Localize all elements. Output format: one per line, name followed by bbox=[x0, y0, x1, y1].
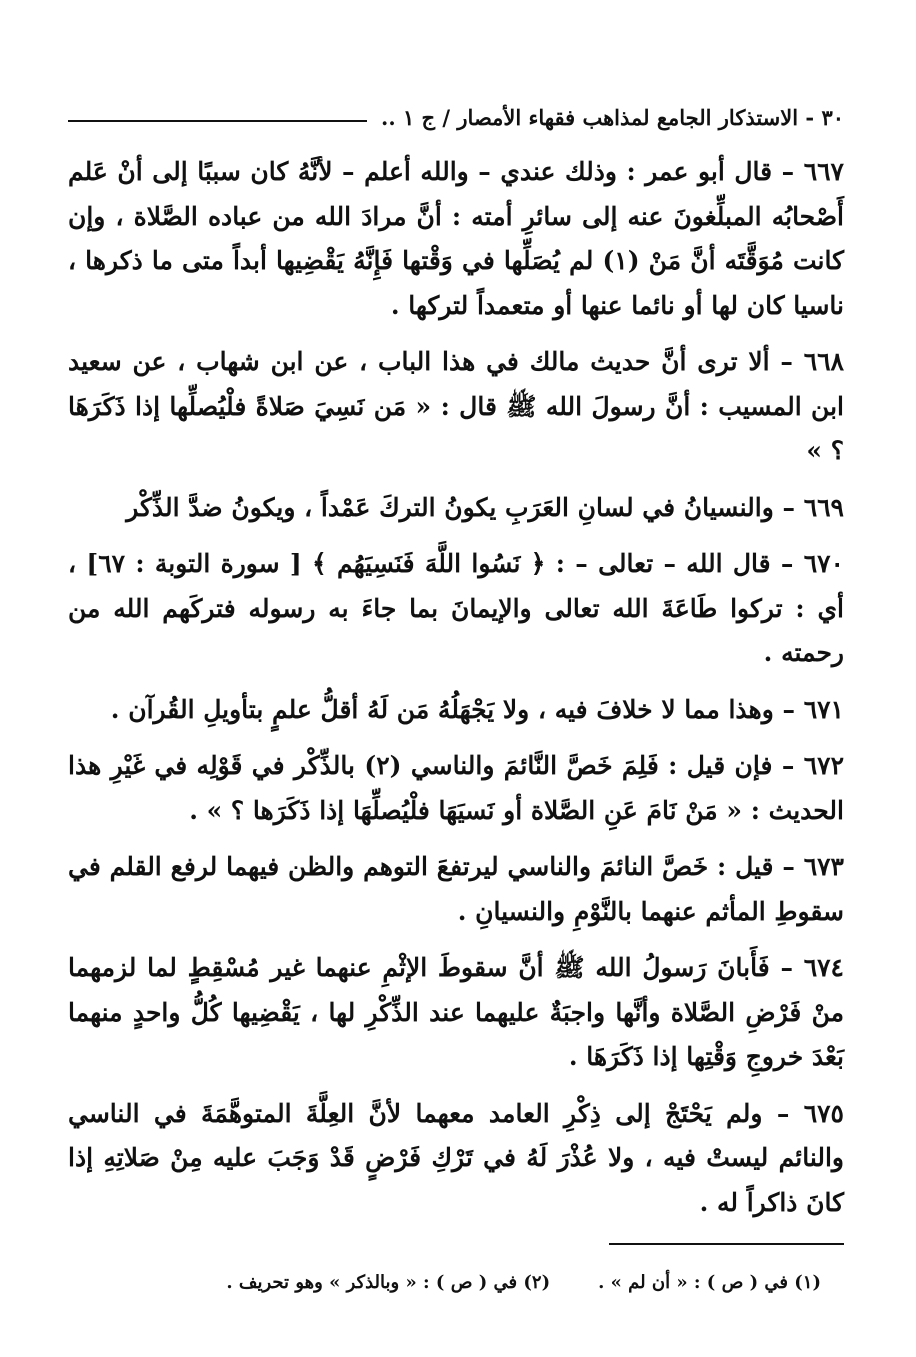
paragraph-text: ولم يَحْتَجْ إلى ذِكْرِ العامد معهما لأنَّ العِلَّةَ المتوهَّمَةَ في الناسي والنائم ليستْ فيه ، ولا عُذْرَ لَهُ في تَرْكِ فَرْضٍ قَدْ وَجَبَ عليه مِنْ صَلاتِهِ إذا كانَ ذاكراً له . bbox=[68, 1098, 844, 1217]
paragraph-668: ٦٦٨ – ألا ترى أنَّ حديث مالك في هذا الباب ، عن ابن شهاب ، عن سعيد ابن المسيب : أنَّ رسولَ الله ﷺ قال : « مَن نَسِيَ صَلاةً فلْيُصلِّها إذا ذَكَرَهَا ؟ » bbox=[68, 347, 844, 465]
footnote-2: (٢) في ( ص ) : « وبالذكر » وهو تحريف . bbox=[226, 1272, 551, 1293]
paragraph-number: ٦٦٧ bbox=[803, 157, 844, 186]
paragraph-number: ٦٧٠ bbox=[803, 549, 844, 578]
paragraph-text: فَأَبانَ رَسولُ الله ﷺ أنَّ سقوطَ الإثْمِ عنهما غير مُسْقِطٍ لما لزمهما منْ فَرْضِ الصَّلاة وأنَّها واجبَةٌ عليهما عند الذِّكْرِ لها ، يَقْضِيها كُلُّ واحدٍ منهما بَعْدَ خروجِ وَقْتِها إذا ذَكَرَهَا . bbox=[68, 953, 844, 1071]
paragraph-number: ٦٧٥ bbox=[803, 1098, 844, 1128]
paragraph-667: ٦٦٧ – قال أبو عمر : وذلك عندي – والله أعلم – لأنَّهُ كان سببًا إلى أنْ عَلم أَصْحابُه المبلِّغونَ عنه إلى سائرِ أمته : أنَّ مرادَ الله من عباده الصَّلاة ، وإن كانت مُوَقَّتَه أنَّ مَنْ (١) لم يُصَلِّها في وَقْتها فَإِنَّهُ يَقْضِيها أبداً متى ما ذكرها ، ناسيا كان لها أو نائما عنها أو متعمداً لتركها . bbox=[68, 157, 844, 320]
paragraph-number: ٦٧٢ bbox=[803, 751, 845, 780]
running-header bbox=[68, 100, 844, 134]
paragraph-671: ٦٧١ – وهذا مما لا خلافَ فيه ، ولا يَجْهَلُهُ مَن لَهُ أقلُّ علمٍ بتأويلِ القُرآن . bbox=[110, 694, 844, 724]
paragraph-number: ٦٧١ bbox=[803, 694, 844, 724]
paragraph-672: ٦٧٢ – فإن قيل : فَلِمَ خَصَّ النَّائمَ والناسي (٢) بالذِّكْر في قَوْلِه في غَيْرِ هذا الحديث : « مَنْ نَامَ عَنِ الصَّلاة أو نَسيَهَا فلْيُصلِّهَا إذا ذَكَرَها ؟ » . bbox=[68, 751, 845, 825]
paragraph-number: ٦٧٤ bbox=[803, 953, 844, 982]
header-title: ٣٠ - الاستذكار الجامع لمذاهب فقهاء الأمصار / ج ١ .. bbox=[381, 104, 844, 130]
paragraph-number: ٦٦٨ bbox=[803, 347, 844, 376]
paragraph-669: ٦٦٩ – والنسيانُ في لسانِ العَرَبِ يكونُ التركَ عَمْداً ، ويكونُ ضدَّ الذِّكْر bbox=[126, 492, 844, 522]
paragraph-text: والنسيانُ في لسانِ العَرَبِ يكونُ التركَ عَمْداً ، ويكونُ ضدَّ الذِّكْر bbox=[126, 492, 774, 522]
paragraph-673: ٦٧٣ – قيل : خَصَّ النائمَ والناسي ليرتفعَ التوهم والظن فيهما لرفع القلم في سقوطِ المأثم عنهما بالنَّوْمِ والنسيانِ . bbox=[68, 852, 844, 926]
paragraph-text: قال الله – تعالى – : ﴿ نَسُوا اللَّهَ فَنَسِيَهُم ﴾ [ سورة التوبة : ٦٧] ، أي : تركوا طَاعَةَ الله تعالى والإيمانَ بما جاءَ به رسوله فتركَهم الله من رحمته . bbox=[68, 549, 844, 667]
paragraph-text: ألا ترى أنَّ حديث مالك في هذا الباب ، عن ابن شهاب ، عن سعيد ابن المسيب : أنَّ رسولَ الله ﷺ قال : « مَن نَسِيَ صَلاةً فلْيُصلِّها إذا ذَكَرَهَا ؟ » bbox=[68, 347, 844, 465]
footnote-divider bbox=[609, 1243, 844, 1245]
footnotes bbox=[100, 1272, 821, 1293]
paragraph-text: قال أبو عمر : وذلك عندي – والله أعلم – لأنَّهُ كان سببًا إلى أنْ عَلم أَصْحابُه المبلِّغونَ عنه إلى سائرِ أمته : أنَّ مرادَ الله من عباده الصَّلاة ، وإن كانت مُوَقَّتَه أنَّ مَنْ (١) لم يُصَلِّها في وَقْتها فَإِنَّهُ يَقْضِيها أبداً متى ما ذكرها ، ناسيا كان لها أو نائما عنها أو متعمداً لتركها . bbox=[68, 157, 844, 320]
footnote-1: (١) في ( ص ) : « أن لم » . bbox=[598, 1272, 821, 1293]
page-body bbox=[68, 150, 844, 1237]
paragraph-text: فإن قيل : فَلِمَ خَصَّ النَّائمَ والناسي (٢) بالذِّكْر في قَوْلِه في غَيْرِ هذا الحديث : « مَنْ نَامَ عَنِ الصَّلاة أو نَسيَهَا فلْيُصلِّهَا إذا ذَكَرَها ؟ » . bbox=[68, 751, 844, 825]
paragraph-670: ٦٧٠ – قال الله – تعالى – : ﴿ نَسُوا اللَّهَ فَنَسِيَهُم ﴾ [ سورة التوبة : ٦٧] ، أي : تركوا طَاعَةَ الله تعالى والإيمانَ بما جاءَ به رسوله فتركَهم الله من رحمته . bbox=[68, 549, 844, 667]
paragraph-number: ٦٧٣ bbox=[803, 852, 844, 881]
paragraph-675: ٦٧٥ – ولم يَحْتَجْ إلى ذِكْرِ العامد معهما لأنَّ العِلَّةَ المتوهَّمَةَ في الناسي والنائم ليستْ فيه ، ولا عُذْرَ لَهُ في تَرْكِ فَرْضٍ قَدْ وَجَبَ عليه مِنْ صَلاتِهِ إذا كانَ ذاكراً له . bbox=[68, 1098, 844, 1217]
paragraph-674: ٦٧٤ – فَأَبانَ رَسولُ الله ﷺ أنَّ سقوطَ الإثْمِ عنهما غير مُسْقِطٍ لما لزمهما منْ فَرْضِ الصَّلاة وأنَّها واجبَةٌ عليهما عند الذِّكْرِ لها ، يَقْضِيها كُلُّ واحدٍ منهما بَعْدَ خروجِ وَقْتِها إذا ذَكَرَهَا . bbox=[68, 953, 844, 1071]
paragraph-text: قيل : خَصَّ النائمَ والناسي ليرتفعَ التوهم والظن فيهما لرفع القلم في سقوطِ المأثم عنهما بالنَّوْمِ والنسيانِ . bbox=[68, 852, 844, 926]
header-rule bbox=[68, 120, 367, 122]
paragraph-number: ٦٦٩ bbox=[803, 492, 844, 522]
paragraph-text: وهذا مما لا خلافَ فيه ، ولا يَجْهَلُهُ مَن لَهُ أقلُّ علمٍ بتأويلِ القُرآن . bbox=[110, 694, 774, 724]
